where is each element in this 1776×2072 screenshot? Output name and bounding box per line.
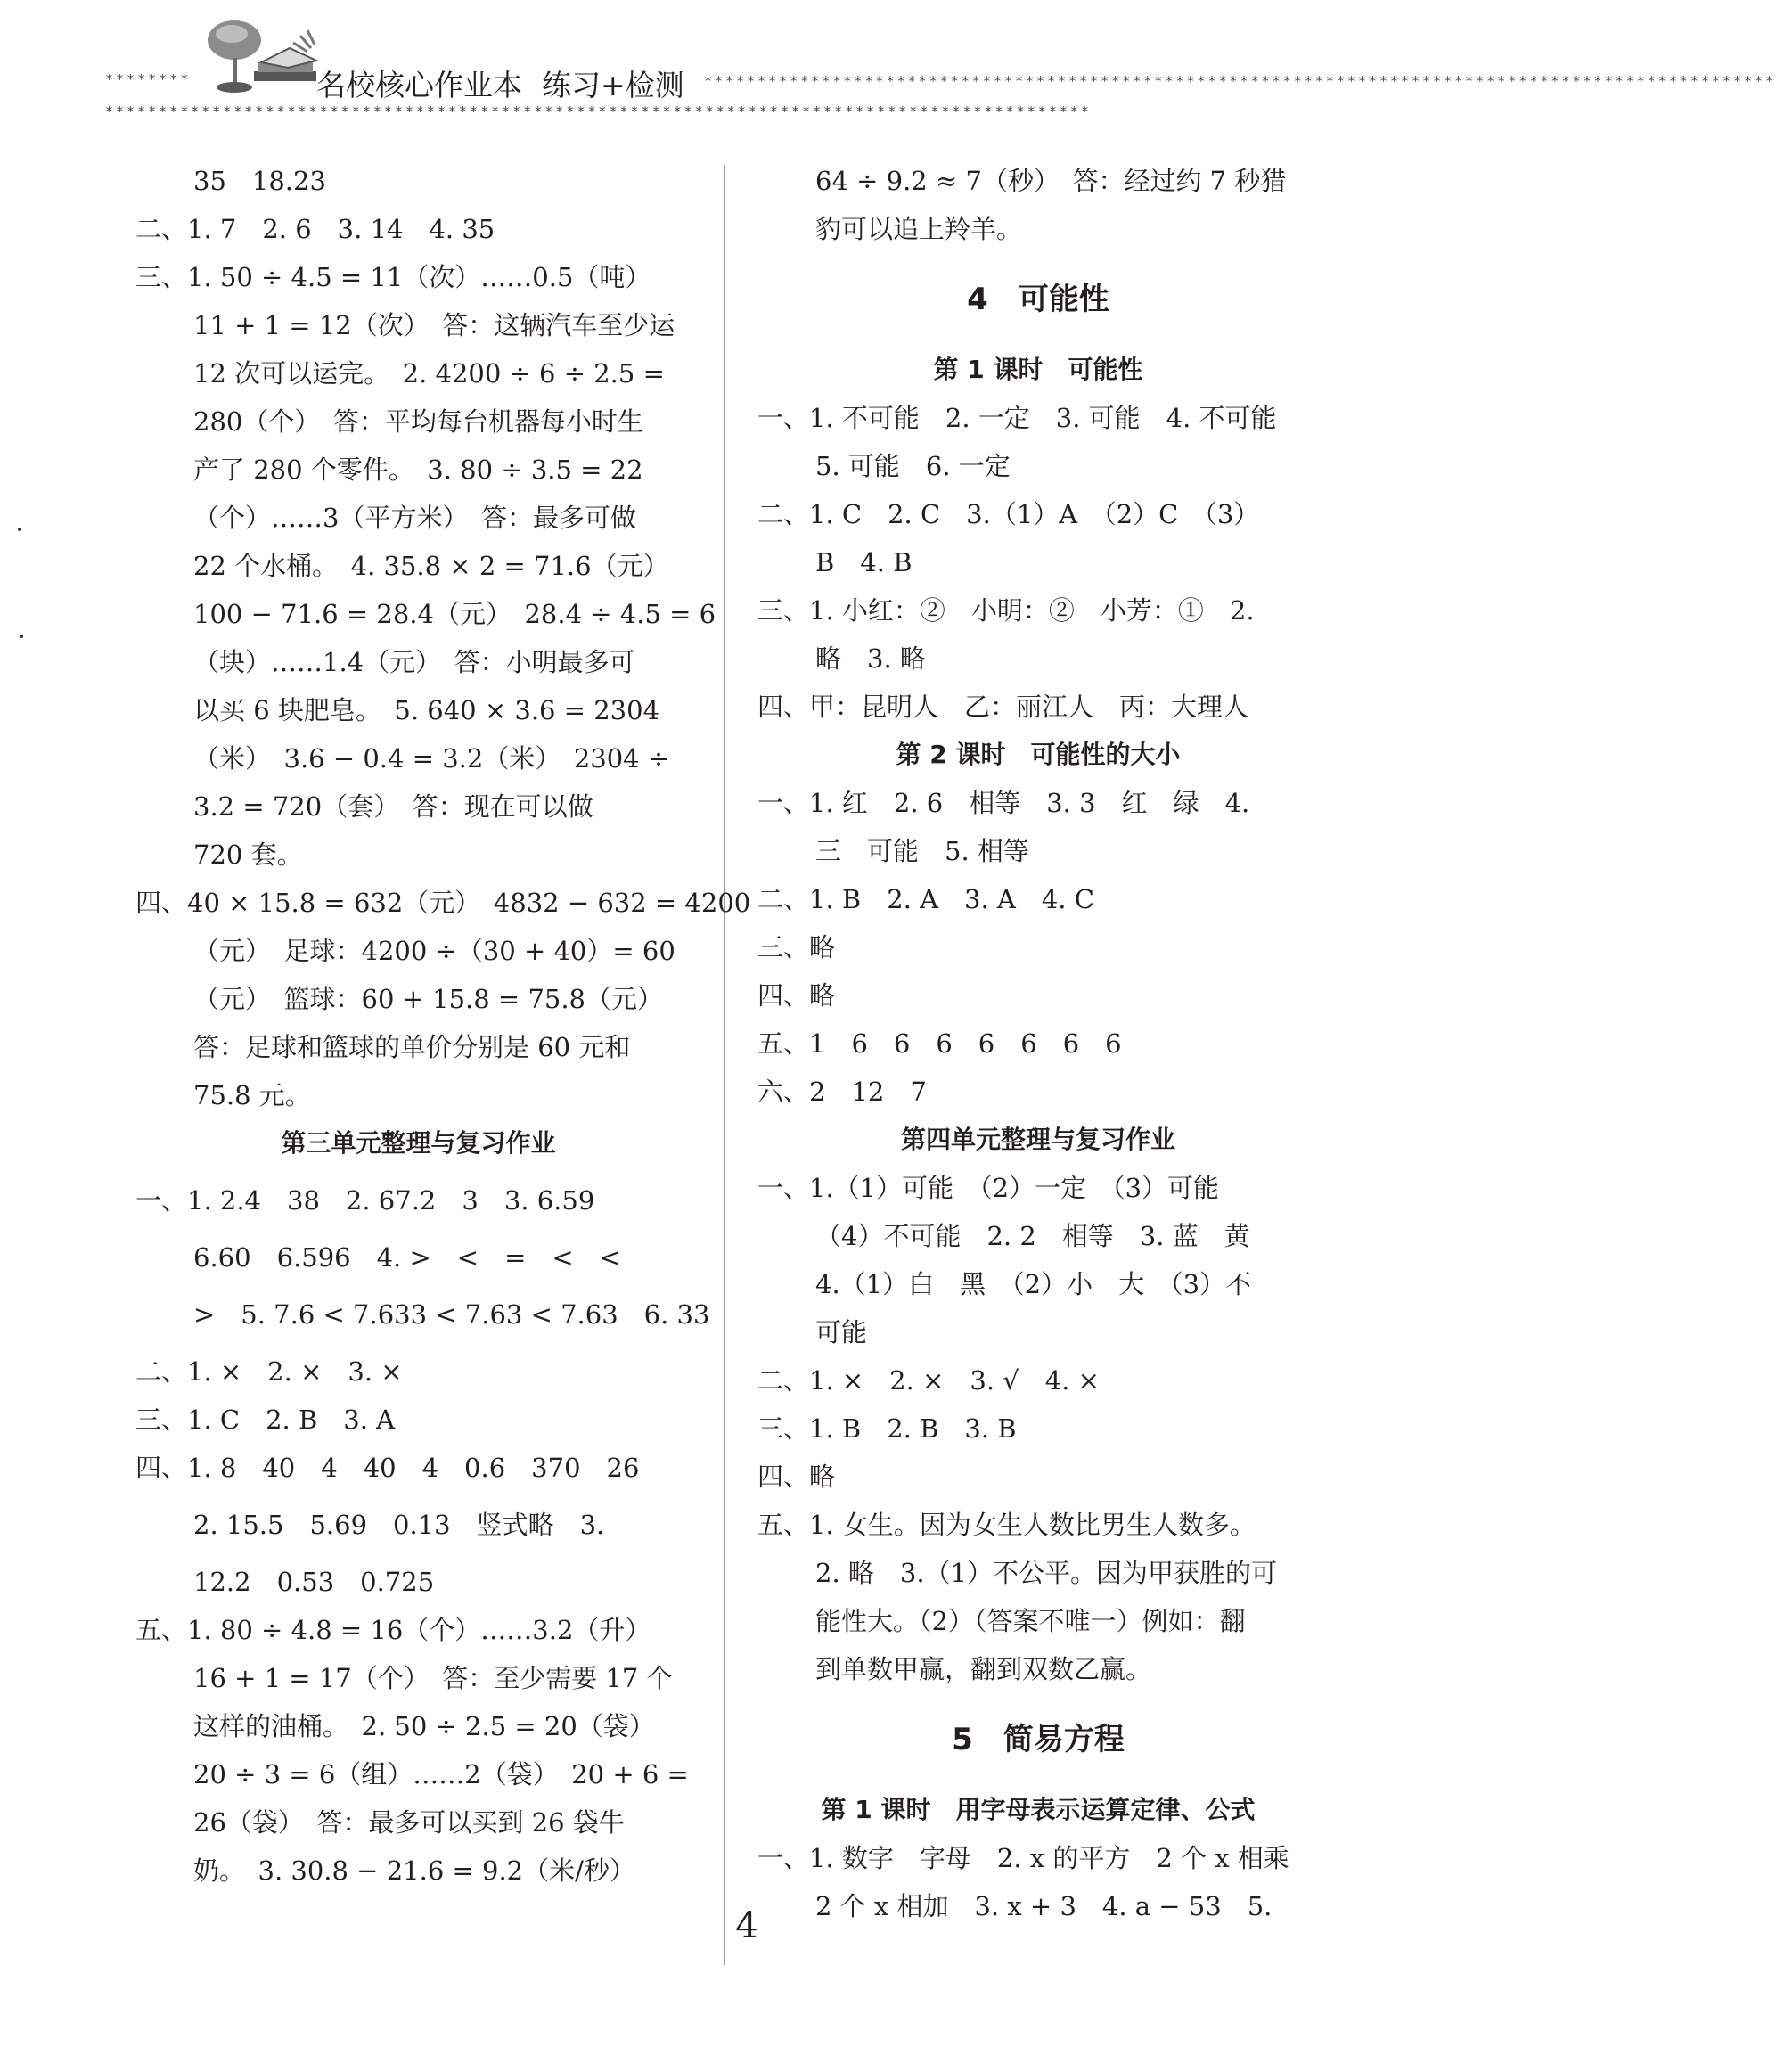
- answer-line: （元） 足球：4200 ÷（30 + 40）= 60: [193, 936, 675, 966]
- answer-line: 这样的油桶。 2. 50 ÷ 2.5 = 20（袋）: [193, 1711, 655, 1741]
- answer-line: 64 ÷ 9.2 ≈ 7（秒） 答：经过约 7 秒猎: [815, 166, 1287, 196]
- answer-line: 11 + 1 = 12（次） 答：这辆汽车至少运: [193, 310, 675, 340]
- margin-dot: [20, 635, 23, 638]
- answer-line: 20 ÷ 3 = 6（组）……2（袋） 20 + 6 =: [193, 1759, 689, 1789]
- answer-line: 12.2 0.53 0.725: [193, 1567, 435, 1597]
- column-divider: [724, 165, 725, 1965]
- answer-line: 可能: [815, 1317, 868, 1347]
- answer-line: 一、1.（1）可能 （2）一定 （3）可能: [757, 1173, 1220, 1203]
- section-heading: 第 1 课时 可能性: [933, 355, 1143, 384]
- answer-line: 五、1. 80 ÷ 4.8 = 16（个）……3.2（升）: [135, 1615, 651, 1645]
- book-title: 名校核心作业本: [316, 68, 522, 102]
- chapter-heading: 4 可能性: [967, 282, 1109, 317]
- answer-line: 产了 280 个零件。 3. 80 ÷ 3.5 = 22: [193, 455, 643, 485]
- margin-dot: [18, 528, 21, 531]
- answer-line: 三、1. B 2. B 3. B: [757, 1413, 1017, 1444]
- answer-line: （个）……3（平方米） 答：最多可做: [193, 503, 636, 533]
- answer-line: 六、2 12 7: [757, 1077, 927, 1107]
- answer-line: 四、略: [757, 980, 836, 1011]
- answer-line: 720 套。: [193, 839, 303, 870]
- answer-line: 16 + 1 = 17（个） 答：至少需要 17 个: [193, 1663, 673, 1693]
- header-title: [316, 62, 704, 104]
- answer-line: 三、1. C 2. B 3. A: [135, 1405, 396, 1435]
- answer-line: 四、40 × 15.8 = 632（元） 4832 − 632 = 4200: [135, 888, 751, 918]
- answer-line: （元） 篮球：60 + 15.8 = 75.8（元）: [193, 984, 664, 1014]
- answer-line: 12 次可以运完。 2. 4200 ÷ 6 ÷ 2.5 =: [193, 358, 665, 389]
- left-column: [135, 157, 751, 1895]
- answer-line: 35 18.23: [193, 166, 326, 196]
- answer-line: 奶。 3. 30.8 − 21.6 = 9.2（米/秒）: [193, 1855, 635, 1886]
- answer-line: 5. 可能 6. 一定: [815, 451, 1011, 481]
- answer-line: 三、略: [757, 932, 836, 962]
- page-number: 4: [735, 1905, 758, 1946]
- answer-line: > 5. 7.6 < 7.633 < 7.63 < 7.63 6. 33: [193, 1299, 710, 1330]
- answer-line: 以买 6 块肥皂。 5. 640 × 3.6 = 2304: [193, 695, 660, 725]
- answer-line: 4.（1）白 黑 （2）小 大 （3）不: [815, 1269, 1252, 1299]
- answer-line: 四、甲：昆明人 乙：丽江人 丙：大理人: [757, 692, 1249, 722]
- lamp-and-books-logo-icon: [192, 18, 325, 98]
- answer-line: 一、1. 2.4 38 2. 67.2 3 3. 6.59: [135, 1185, 595, 1216]
- answer-line: 一、1. 红 2. 6 相等 3. 3 红 绿 4.: [757, 788, 1250, 818]
- answer-line: 三、1. 50 ÷ 4.5 = 11（次）……0.5（吨）: [135, 262, 651, 292]
- answer-line: 二、1. C 2. C 3.（1）A （2）C （3）: [757, 499, 1260, 529]
- answer-line: 三、1. 小红：② 小明：② 小芳：① 2.: [757, 595, 1255, 626]
- answer-line: 答：足球和篮球的单价分别是 60 元和: [193, 1032, 631, 1062]
- section-heading: 第 2 课时 可能性的大小: [896, 740, 1181, 769]
- header-star-border-left: ********: [105, 71, 192, 87]
- answer-line: 五、1. 女生。因为女生人数比男生人数多。: [757, 1510, 1256, 1540]
- section-heading: 第四单元整理与复习作业: [900, 1125, 1175, 1154]
- right-column: [757, 157, 1319, 1930]
- book-subtitle: 练习+检测: [542, 68, 684, 102]
- answer-line: 二、1. × 2. × 3. ×: [135, 1356, 403, 1387]
- answer-line: 五、1 6 6 6 6 6 6 6: [757, 1028, 1122, 1059]
- answer-line: 26（袋） 答：最多可以买到 26 袋牛: [193, 1807, 625, 1838]
- answer-line: 四、1. 8 40 4 40 4 0.6 370 26: [135, 1453, 640, 1483]
- answer-line: 2. 15.5 5.69 0.13 竖式略 3.: [193, 1510, 605, 1540]
- answer-line: 100 − 71.6 = 28.4（元） 28.4 ÷ 4.5 = 6: [193, 599, 716, 629]
- answer-line: 到单数甲赢，翻到双数乙赢。: [815, 1654, 1152, 1684]
- answer-line: （块）……1.4（元） 答：小明最多可: [193, 647, 635, 677]
- chapter-heading: 5 简易方程: [952, 1722, 1125, 1757]
- answer-line: （4）不可能 2. 2 相等 3. 蓝 黄: [815, 1221, 1250, 1251]
- answer-line: 略 3. 略: [815, 643, 926, 674]
- answer-line: 一、1. 不可能 2. 一定 3. 可能 4. 不可能: [757, 403, 1277, 433]
- answer-line: 280（个） 答：平均每台机器每小时生: [193, 406, 643, 437]
- header-star-border-right: ****************************************************************************************************: [704, 73, 1776, 89]
- answer-line: 3.2 = 720（套） 答：现在可以做: [193, 791, 593, 822]
- answer-line: 22 个水桶。 4. 35.8 × 2 = 71.6（元）: [193, 551, 669, 581]
- section-heading: 第 1 课时 用字母表示运算定律、公式: [821, 1795, 1256, 1824]
- answer-line: 2 个 x 相加 3. x + 3 4. a − 53 5.: [815, 1891, 1273, 1921]
- page-header: [0, 0, 1776, 134]
- answer-line: 能性大。（2）（答案不唯一）例如：翻: [815, 1606, 1246, 1636]
- answer-line: 三 可能 5. 相等: [815, 836, 1029, 866]
- answer-line: 2. 略 3.（1）不公平。因为甲获胜的可: [815, 1558, 1278, 1588]
- answer-line: 四、略: [757, 1462, 836, 1492]
- answer-line: 75.8 元。: [193, 1080, 311, 1110]
- header-star-border-bottom: ********************************************************************************************: [105, 103, 1092, 119]
- answer-line: B 4. B: [815, 547, 913, 577]
- answer-line: （米） 3.6 − 0.4 = 3.2（米） 2304 ÷: [193, 743, 670, 774]
- answer-line: 6.60 6.596 4. > < = < <: [193, 1242, 621, 1273]
- section-heading: 第三单元整理与复习作业: [281, 1128, 556, 1158]
- answer-line: 二、1. × 2. × 3. √ 4. ×: [757, 1365, 1100, 1396]
- answer-line: 二、1. 7 2. 6 3. 14 4. 35: [135, 214, 495, 244]
- answer-line: 二、1. B 2. A 3. A 4. C: [757, 884, 1094, 914]
- answer-line: 豹可以追上羚羊。: [815, 214, 1023, 244]
- answer-line: 一、1. 数字 字母 2. x 的平方 2 个 x 相乘: [757, 1843, 1289, 1873]
